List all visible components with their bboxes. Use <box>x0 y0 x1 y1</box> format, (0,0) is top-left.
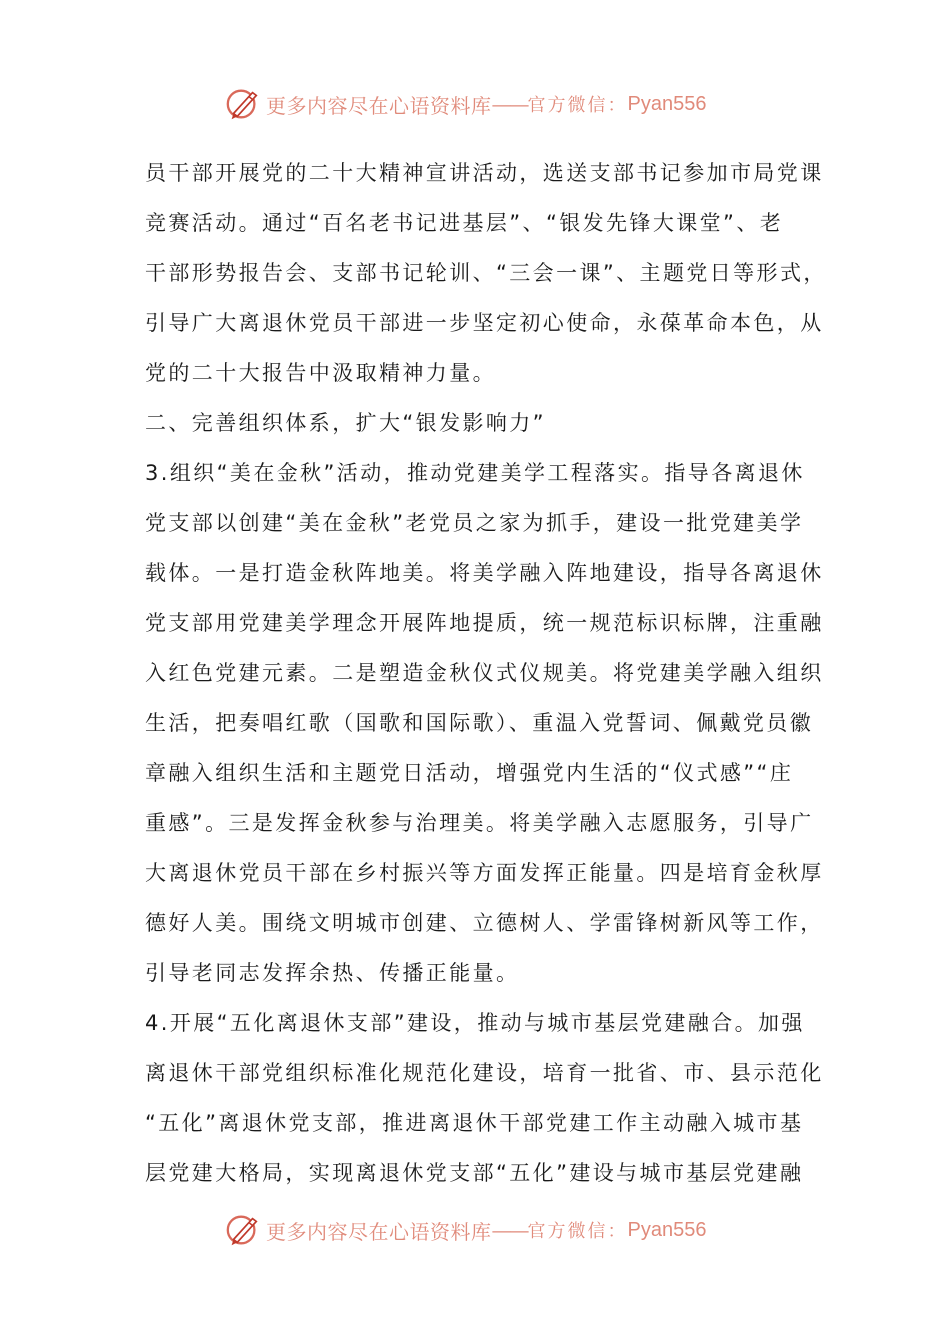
header-banner <box>224 82 744 126</box>
footer-banner <box>224 1208 744 1252</box>
banner-wechat-label: 官方微信： <box>527 1221 628 1242</box>
body-line: 章融入组织生活和主题党日活动，增强党内生活的“仪式感”“庄 <box>145 761 794 785</box>
banner-wechat-id: Pyan556 <box>627 92 707 115</box>
body-line: 4.开展“五化离退休支部”建设，推动与城市基层党建融合。加强 <box>145 1011 805 1035</box>
body-line: 引导老同志发挥余热、传播正能量。 <box>145 961 520 985</box>
body-line: 3.组织“美在金秋”活动，推动党建美学工程落实。指导各离退休 <box>145 461 805 485</box>
body-line: 重感”。三是发挥金秋参与治理美。将美学融入志愿服务，引导广 <box>145 811 814 835</box>
body-line: 员干部开展党的二十大精神宣讲活动，选送支部书记参加市局党课 <box>145 161 824 185</box>
banner-slogan: 更多内容尽在心语资料库 <box>266 93 492 118</box>
pen-logo-icon <box>224 85 262 123</box>
banner-dash: —— <box>491 1218 528 1242</box>
body-line: 竞赛活动。通过“百名老书记进基层”、“银发先锋大课堂”、老 <box>145 211 784 235</box>
banner-wechat-label: 官方微信： <box>527 95 628 116</box>
body-line: 载体。一是打造金秋阵地美。将美学融入阵地建设，指导各离退休 <box>145 561 824 585</box>
pen-logo-icon <box>224 1211 262 1249</box>
banner-slogan: 更多内容尽在心语资料库 <box>266 1219 492 1244</box>
banner-dash: —— <box>491 92 528 116</box>
body-line: 大离退休党员干部在乡村振兴等方面发挥正能量。四是培育金秋厚 <box>145 861 824 885</box>
body-line: 引导广大离退休党员干部进一步坚定初心使命，永葆革命本色，从 <box>145 311 824 335</box>
body-line: “五化”离退休党支部，推进离退休干部党建工作主动融入城市基 <box>145 1111 804 1135</box>
body-line: 入红色党建元素。二是塑造金秋仪式仪规美。将党建美学融入组织 <box>145 661 824 685</box>
body-line: 党的二十大报告中汲取精神力量。 <box>145 361 496 385</box>
body-line: 党支部以创建“美在金秋”老党员之家为抓手，建设一批党建美学 <box>145 511 804 535</box>
body-line: 层党建大格局，实现离退休党支部“五化”建设与城市基层党建融 <box>145 1161 804 1185</box>
body-text <box>145 148 827 1198</box>
body-line: 党支部用党建美学理念开展阵地提质，统一规范标识标牌，注重融 <box>145 611 824 635</box>
body-line: 德好人美。围绕文明城市创建、立德树人、学雷锋树新风等工作， <box>145 911 824 935</box>
section-heading: 二、完善组织体系，扩大“银发影响力” <box>145 411 546 435</box>
body-line: 干部形势报告会、支部书记轮训、“三会一课”、主题党日等形式， <box>145 261 827 285</box>
body-line: 生活，把奏唱红歌（国歌和国际歌）、重温入党誓词、佩戴党员徽 <box>145 711 814 735</box>
banner-wechat-id: Pyan556 <box>627 1218 707 1241</box>
body-line: 离退休干部党组织标准化规范化建设，培育一批省、市、县示范化 <box>145 1061 824 1085</box>
